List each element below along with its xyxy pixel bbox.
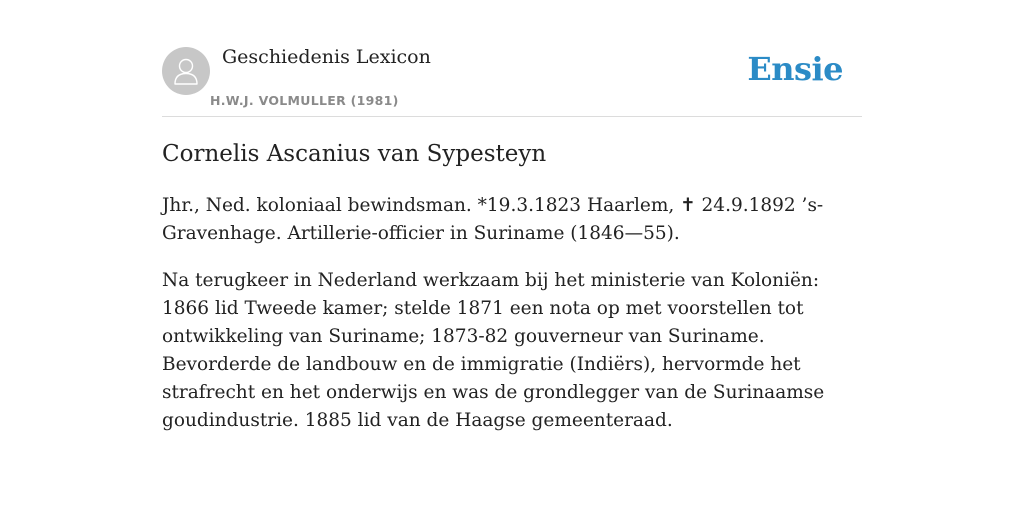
article-page [162,0,862,512]
author-name[interactable]: H.W.J. VOLMULLER (1981) [210,93,399,108]
lexicon-title[interactable]: Geschiedenis Lexicon [222,46,431,68]
article-paragraph: Na terugkeer in Nederland werkzaam bij het ministerie van Koloniën: 1866 lid Tweede kamer; stelde 1871 een nota op met voorstellen tot ontwikkeling van Suriname; 1873-82 gouverneur van Suriname. Bevorderde de landbouw en de immigratie (Indiërs), hervormde het strafrecht en het onderwijs en was de grondlegger van de Surinaamse goudindustrie. 1885 lid van de Haagse gemeenteraad. [162,270,825,431]
ensie-logo[interactable]: Ensie [747,50,843,88]
article-title: Cornelis Ascanius van Sypesteyn [162,141,547,167]
user-silhouette-icon [172,56,200,86]
article-paragraph: Jhr., Ned. koloniaal bewindsman. *19.3.1823 Haarlem, ✝ 24.9.1892 ’s-Gravenhage. Artillerie-officier in Suriname (1846—55). [162,195,824,244]
header [162,0,862,117]
author-avatar[interactable] [162,47,210,95]
